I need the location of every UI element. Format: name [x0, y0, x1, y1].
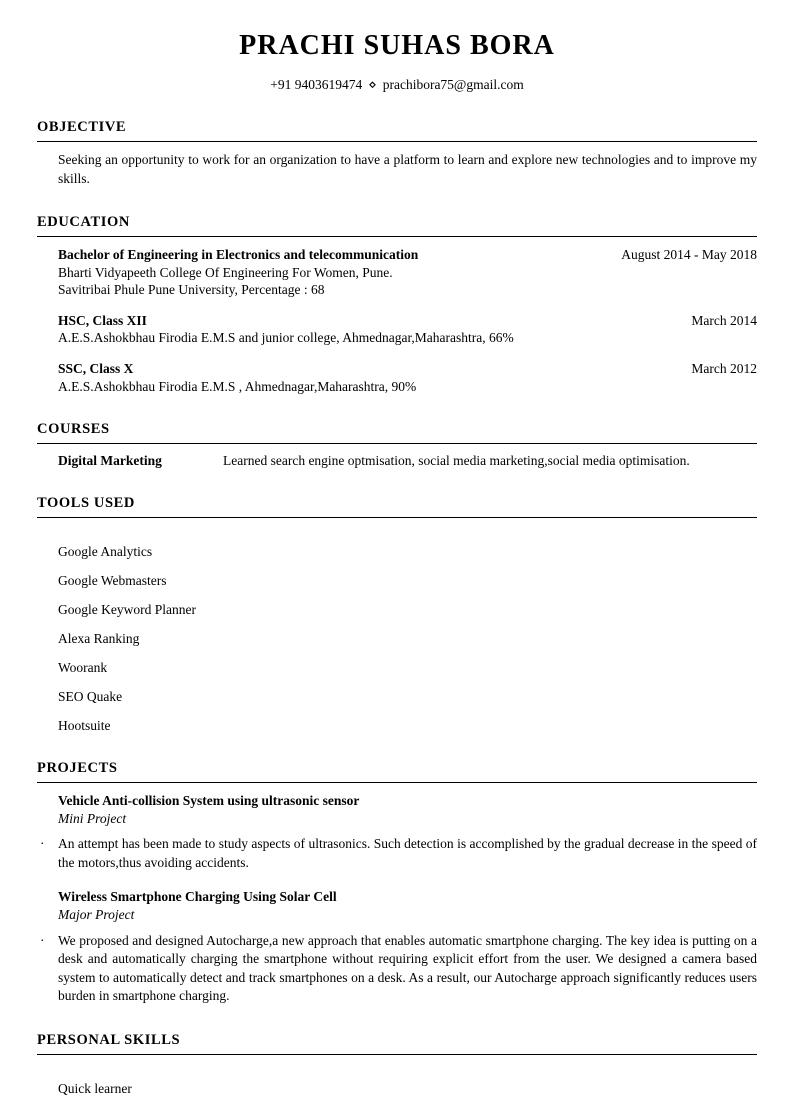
- project-title: Vehicle Anti-collision System using ultrasonic sensor: [58, 793, 360, 809]
- education-entry-head: [58, 360, 757, 378]
- projects-section-title: PROJECTS: [37, 760, 757, 783]
- degree-date: March 2012: [691, 360, 757, 376]
- section-objective: [37, 119, 757, 188]
- objective-section-title: OBJECTIVE: [37, 119, 757, 142]
- resume-name: PRACHI SUHAS BORA: [239, 30, 555, 61]
- tools-section-title: TOOLS USED: [37, 495, 757, 518]
- project-type: Major Project: [58, 906, 135, 922]
- courses-section-title: COURSES: [37, 421, 757, 444]
- degree-date: March 2014: [691, 312, 757, 328]
- education-entry-head: [58, 246, 757, 264]
- objective-text: Seeking an opportunity to work for an organization to have a platform to learn and explore new technologies and to improve my skills.: [58, 152, 757, 186]
- section-tools: [37, 495, 757, 734]
- education-entry: [58, 360, 757, 395]
- tool-item: Woorank: [58, 660, 108, 676]
- tools-list: [58, 544, 757, 734]
- education-section-title: EDUCATION: [37, 214, 757, 237]
- course-name: Digital Marketing: [58, 453, 162, 469]
- project-description: An attempt has been made to study aspects of ultrasonics. Such detection is accomplished by the gradual decrease in the speed of the motors,thus avoiding accidents.: [58, 836, 757, 870]
- tool-item: Hootsuite: [58, 718, 111, 734]
- institution-line: Bharti Vidyapeeth College Of Engineering For Women, Pune.: [58, 264, 393, 280]
- course-description: Learned search engine optmisation, social media marketing,social media optimisation.: [223, 453, 690, 469]
- degree-date: August 2014 - May 2018: [621, 247, 757, 263]
- project-entry-head: [58, 888, 757, 923]
- degree-name: SSC, Class X: [58, 360, 134, 376]
- degree-name: Bachelor of Engineering in Electronics and telecommunication: [58, 247, 419, 263]
- project-description-row: [40, 835, 757, 872]
- university-line: Savitribai Phule Pune University, Percentage : 68: [58, 282, 325, 298]
- bullet-icon: ·: [40, 836, 45, 852]
- project-description-row: [40, 932, 757, 1007]
- section-projects: [37, 760, 757, 1006]
- education-entry-head: [58, 312, 757, 330]
- bullet-icon: ·: [40, 932, 45, 948]
- section-education: [37, 214, 757, 395]
- project-title: Wireless Smartphone Charging Using Solar Cell: [58, 889, 337, 905]
- education-entry: [58, 312, 757, 347]
- diamond-separator-icon: ⋄: [368, 77, 377, 92]
- course-entry: [58, 453, 757, 469]
- tool-item: SEO Quake: [58, 689, 123, 705]
- project-entry-head: [58, 792, 757, 827]
- personal-skills-section-title: PERSONAL SKILLS: [37, 1032, 757, 1055]
- tool-item: Google Analytics: [58, 544, 153, 560]
- education-entries: [58, 246, 757, 395]
- skill-item: Quick learner: [58, 1081, 132, 1097]
- institution-line: A.E.S.Ashokbhau Firodia E.M.S and junior college, Ahmednagar,Maharashtra, 66%: [58, 330, 514, 346]
- skills-list: [58, 1081, 757, 1097]
- contact-line: [37, 77, 757, 93]
- institution-line: A.E.S.Ashokbhau Firodia E.M.S , Ahmednagar,Maharashtra, 90%: [58, 378, 417, 394]
- tool-item: Google Webmasters: [58, 573, 167, 589]
- email-address: prachibora75@gmail.com: [382, 77, 524, 92]
- tool-item: Google Keyword Planner: [58, 602, 196, 618]
- phone-number: +91 9403619474: [270, 77, 363, 92]
- education-entry: [58, 246, 757, 299]
- degree-name: HSC, Class XII: [58, 312, 147, 328]
- section-courses: [37, 421, 757, 469]
- tool-item: Alexa Ranking: [58, 631, 140, 647]
- project-type: Mini Project: [58, 810, 127, 826]
- project-description: We proposed and designed Autocharge,a new approach that enables automatic smartphone charging. The key idea is putting on a desk and automatically charging the smartphone without requiring explicit effort from the user. We designed a camera based system to automatically detect and track smartphones on a desk. As a result, our Autocharge approach significantly reduces users burden in smartphone charging.: [58, 932, 757, 1004]
- section-personal-skills: [37, 1032, 757, 1097]
